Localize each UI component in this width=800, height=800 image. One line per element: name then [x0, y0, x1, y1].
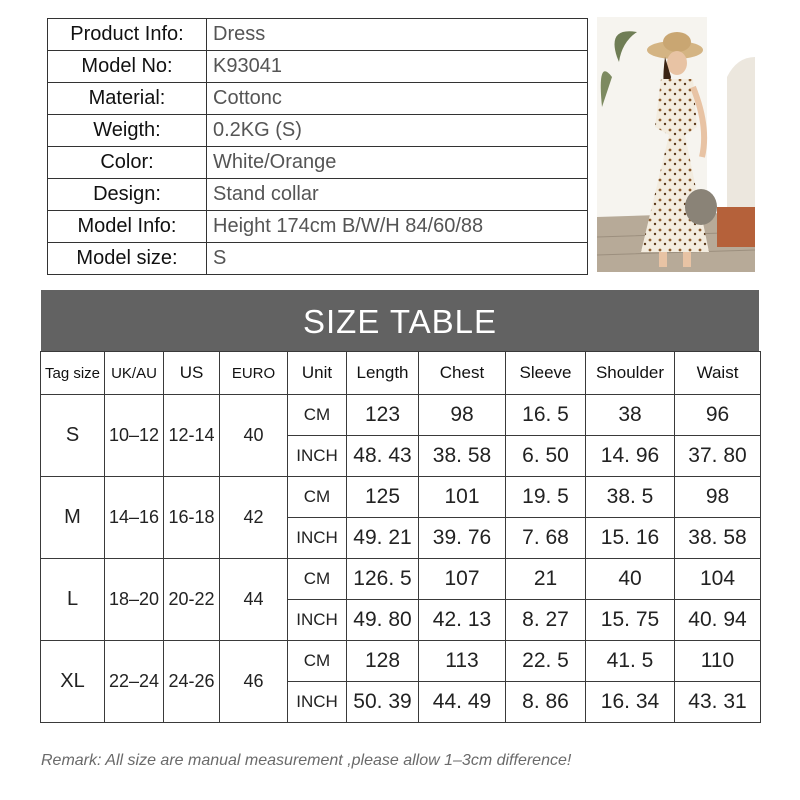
- unit-cell: INCH: [288, 518, 347, 559]
- shoulder-cell: 40: [586, 559, 675, 600]
- remark-text: Remark: All size are manual measurement ,please allow 1–3cm difference!: [41, 752, 572, 769]
- info-row-material: [48, 83, 588, 115]
- info-row-product: [48, 19, 588, 51]
- length-cell: 123: [347, 395, 419, 436]
- uk-au-size: 22–24: [105, 641, 164, 723]
- euro-size: 40: [220, 395, 288, 477]
- product-info-table: [47, 18, 588, 275]
- chest-cell: 107: [419, 559, 506, 600]
- handbag: [685, 189, 717, 225]
- table-row: [41, 477, 761, 518]
- us-size: 16-18: [164, 477, 220, 559]
- header-unit: Unit: [288, 352, 347, 395]
- leg: [683, 252, 691, 267]
- length-cell: 49. 80: [347, 600, 419, 641]
- header-waist: Waist: [675, 352, 761, 395]
- waist-cell: 38. 58: [675, 518, 761, 559]
- shoulder-cell: 38. 5: [586, 477, 675, 518]
- unit-cell: CM: [288, 641, 347, 682]
- shoulder-cell: 38: [586, 395, 675, 436]
- euro-size: 44: [220, 559, 288, 641]
- chest-cell: 113: [419, 641, 506, 682]
- chest-cell: 42. 13: [419, 600, 506, 641]
- sleeve-cell: 8. 86: [506, 682, 586, 723]
- header-us: US: [164, 352, 220, 395]
- model-illustration: [597, 17, 755, 272]
- header-chest: Chest: [419, 352, 506, 395]
- us-size: 24-26: [164, 641, 220, 723]
- doorway: [727, 57, 755, 217]
- tag-size: XL: [41, 641, 105, 723]
- info-label: Product Info:: [48, 19, 207, 51]
- uk-au-size: 18–20: [105, 559, 164, 641]
- header-tag-size: Tag size: [41, 352, 105, 395]
- leg: [659, 252, 667, 267]
- waist-cell: 40. 94: [675, 600, 761, 641]
- tag-size: S: [41, 395, 105, 477]
- chest-cell: 44. 49: [419, 682, 506, 723]
- header-shoulder: Shoulder: [586, 352, 675, 395]
- unit-cell: INCH: [288, 682, 347, 723]
- tag-size: M: [41, 477, 105, 559]
- us-size: 20-22: [164, 559, 220, 641]
- info-row-design: [48, 179, 588, 211]
- straw-hat-crown: [663, 32, 691, 52]
- bench: [717, 207, 755, 247]
- header-sleeve: Sleeve: [506, 352, 586, 395]
- uk-au-size: 10–12: [105, 395, 164, 477]
- info-value: White/Orange: [207, 147, 588, 179]
- info-label: Color:: [48, 147, 207, 179]
- shoulder-cell: 14. 96: [586, 436, 675, 477]
- info-row-color: [48, 147, 588, 179]
- sleeve-cell: 22. 5: [506, 641, 586, 682]
- size-table-title: SIZE TABLE: [41, 290, 759, 351]
- length-cell: 128: [347, 641, 419, 682]
- size-table-header-row: [41, 352, 761, 395]
- table-row: [41, 395, 761, 436]
- waist-cell: 110: [675, 641, 761, 682]
- sleeve-cell: 19. 5: [506, 477, 586, 518]
- chest-cell: 38. 58: [419, 436, 506, 477]
- info-value: S: [207, 243, 588, 275]
- sleeve-cell: 7. 68: [506, 518, 586, 559]
- waist-cell: 98: [675, 477, 761, 518]
- euro-size: 46: [220, 641, 288, 723]
- info-label: Model size:: [48, 243, 207, 275]
- length-cell: 126. 5: [347, 559, 419, 600]
- tag-size: L: [41, 559, 105, 641]
- length-cell: 50. 39: [347, 682, 419, 723]
- unit-cell: INCH: [288, 436, 347, 477]
- unit-cell: CM: [288, 395, 347, 436]
- chest-cell: 98: [419, 395, 506, 436]
- info-label: Model Info:: [48, 211, 207, 243]
- info-value: Height 174cm B/W/H 84/60/88: [207, 211, 588, 243]
- chest-cell: 101: [419, 477, 506, 518]
- waist-cell: 37. 80: [675, 436, 761, 477]
- unit-cell: INCH: [288, 600, 347, 641]
- waist-cell: 43. 31: [675, 682, 761, 723]
- table-row: [41, 559, 761, 600]
- info-value: Cottonc: [207, 83, 588, 115]
- info-value: Stand collar: [207, 179, 588, 211]
- info-row-weight: [48, 115, 588, 147]
- sleeve-cell: 8. 27: [506, 600, 586, 641]
- dress-top: [655, 79, 697, 135]
- euro-size: 42: [220, 477, 288, 559]
- info-label: Material:: [48, 83, 207, 115]
- info-row-model-no: [48, 51, 588, 83]
- waist-cell: 104: [675, 559, 761, 600]
- chest-cell: 39. 76: [419, 518, 506, 559]
- info-label: Design:: [48, 179, 207, 211]
- shoulder-cell: 15. 75: [586, 600, 675, 641]
- size-table: [40, 351, 761, 723]
- unit-cell: CM: [288, 559, 347, 600]
- sleeve-cell: 16. 5: [506, 395, 586, 436]
- info-row-model-size: [48, 243, 588, 275]
- info-label: Weigth:: [48, 115, 207, 147]
- product-photo: [597, 17, 755, 272]
- length-cell: 48. 43: [347, 436, 419, 477]
- shoulder-cell: 41. 5: [586, 641, 675, 682]
- face: [667, 51, 687, 75]
- length-cell: 125: [347, 477, 419, 518]
- length-cell: 49. 21: [347, 518, 419, 559]
- us-size: 12-14: [164, 395, 220, 477]
- header-length: Length: [347, 352, 419, 395]
- info-value: Dress: [207, 19, 588, 51]
- waist-cell: 96: [675, 395, 761, 436]
- uk-au-size: 14–16: [105, 477, 164, 559]
- sleeve-cell: 6. 50: [506, 436, 586, 477]
- table-row: [41, 641, 761, 682]
- info-value: 0.2KG (S): [207, 115, 588, 147]
- header-uk-au: UK/AU: [105, 352, 164, 395]
- info-row-model-info: [48, 211, 588, 243]
- unit-cell: CM: [288, 477, 347, 518]
- sleeve-cell: 21: [506, 559, 586, 600]
- info-label: Model No:: [48, 51, 207, 83]
- header-euro: EURO: [220, 352, 288, 395]
- shoulder-cell: 15. 16: [586, 518, 675, 559]
- info-value: K93041: [207, 51, 588, 83]
- shoulder-cell: 16. 34: [586, 682, 675, 723]
